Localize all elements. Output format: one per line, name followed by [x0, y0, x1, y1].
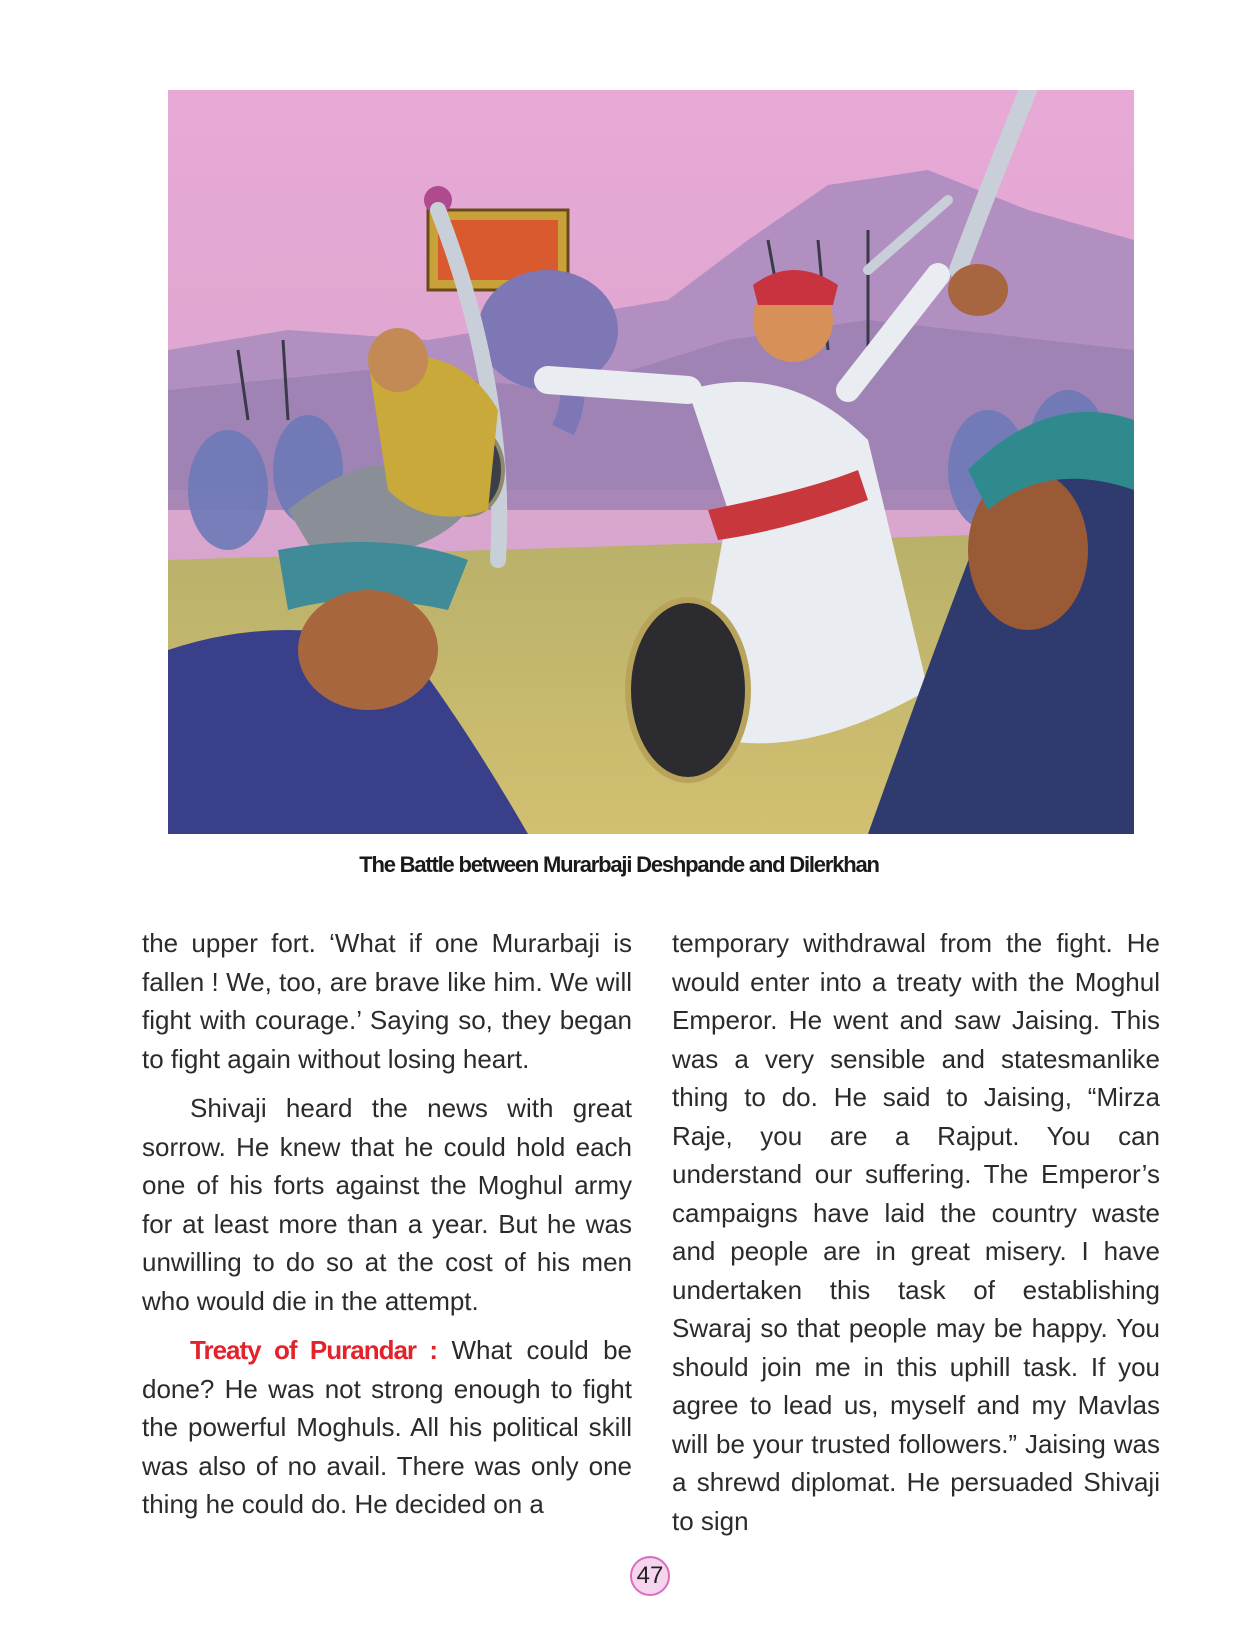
battle-illustration — [168, 90, 1134, 834]
right-column — [672, 924, 1160, 1540]
paragraph — [142, 1331, 632, 1524]
page-number: 47 — [630, 1556, 670, 1596]
figure-caption: The Battle between Murarbaji Deshpande and Dilerkhan — [359, 852, 879, 877]
paragraph: Shivaji heard the news with great sorrow. He knew that he could hold each one of his forts against the Moghul army for at least more than a year. But he was unwilling to do so at the cost of his men who would die in the attempt. — [142, 1093, 632, 1316]
section-heading: Treaty of Purandar : — [190, 1335, 438, 1365]
paragraph-text: What could be done? He was not strong enough to fight the powerful Moghuls. All his political skill was also of no avail. There was only one thing he could do. He decided on a — [142, 1335, 632, 1519]
left-column — [142, 924, 632, 1524]
paragraph: the upper fort. ‘What if one Murarbaji is fallen ! We, too, are brave like him. We will fight with courage.’ Saying so, they began to fight again without losing heart. — [142, 928, 632, 1074]
paragraph: temporary withdrawal from the fight. He would enter into a treaty with the Moghul Emperor. He went and saw Jaising. This was a very sensible and statesmanlike thing to do. He said to Jaising, “Mirza Raje, you are a Rajput. You can understand our suffering. The Emperor’s campaigns have laid the country waste and people are in great misery. I have undertaken this task of establishing Swaraj so that people may be happy. You should join me in this uphill task. If you agree to lead us, myself and my Mavlas will be your trusted followers.” Jaising was a shrewd diplomat. He persuaded Shivaji to sign — [672, 928, 1160, 1536]
